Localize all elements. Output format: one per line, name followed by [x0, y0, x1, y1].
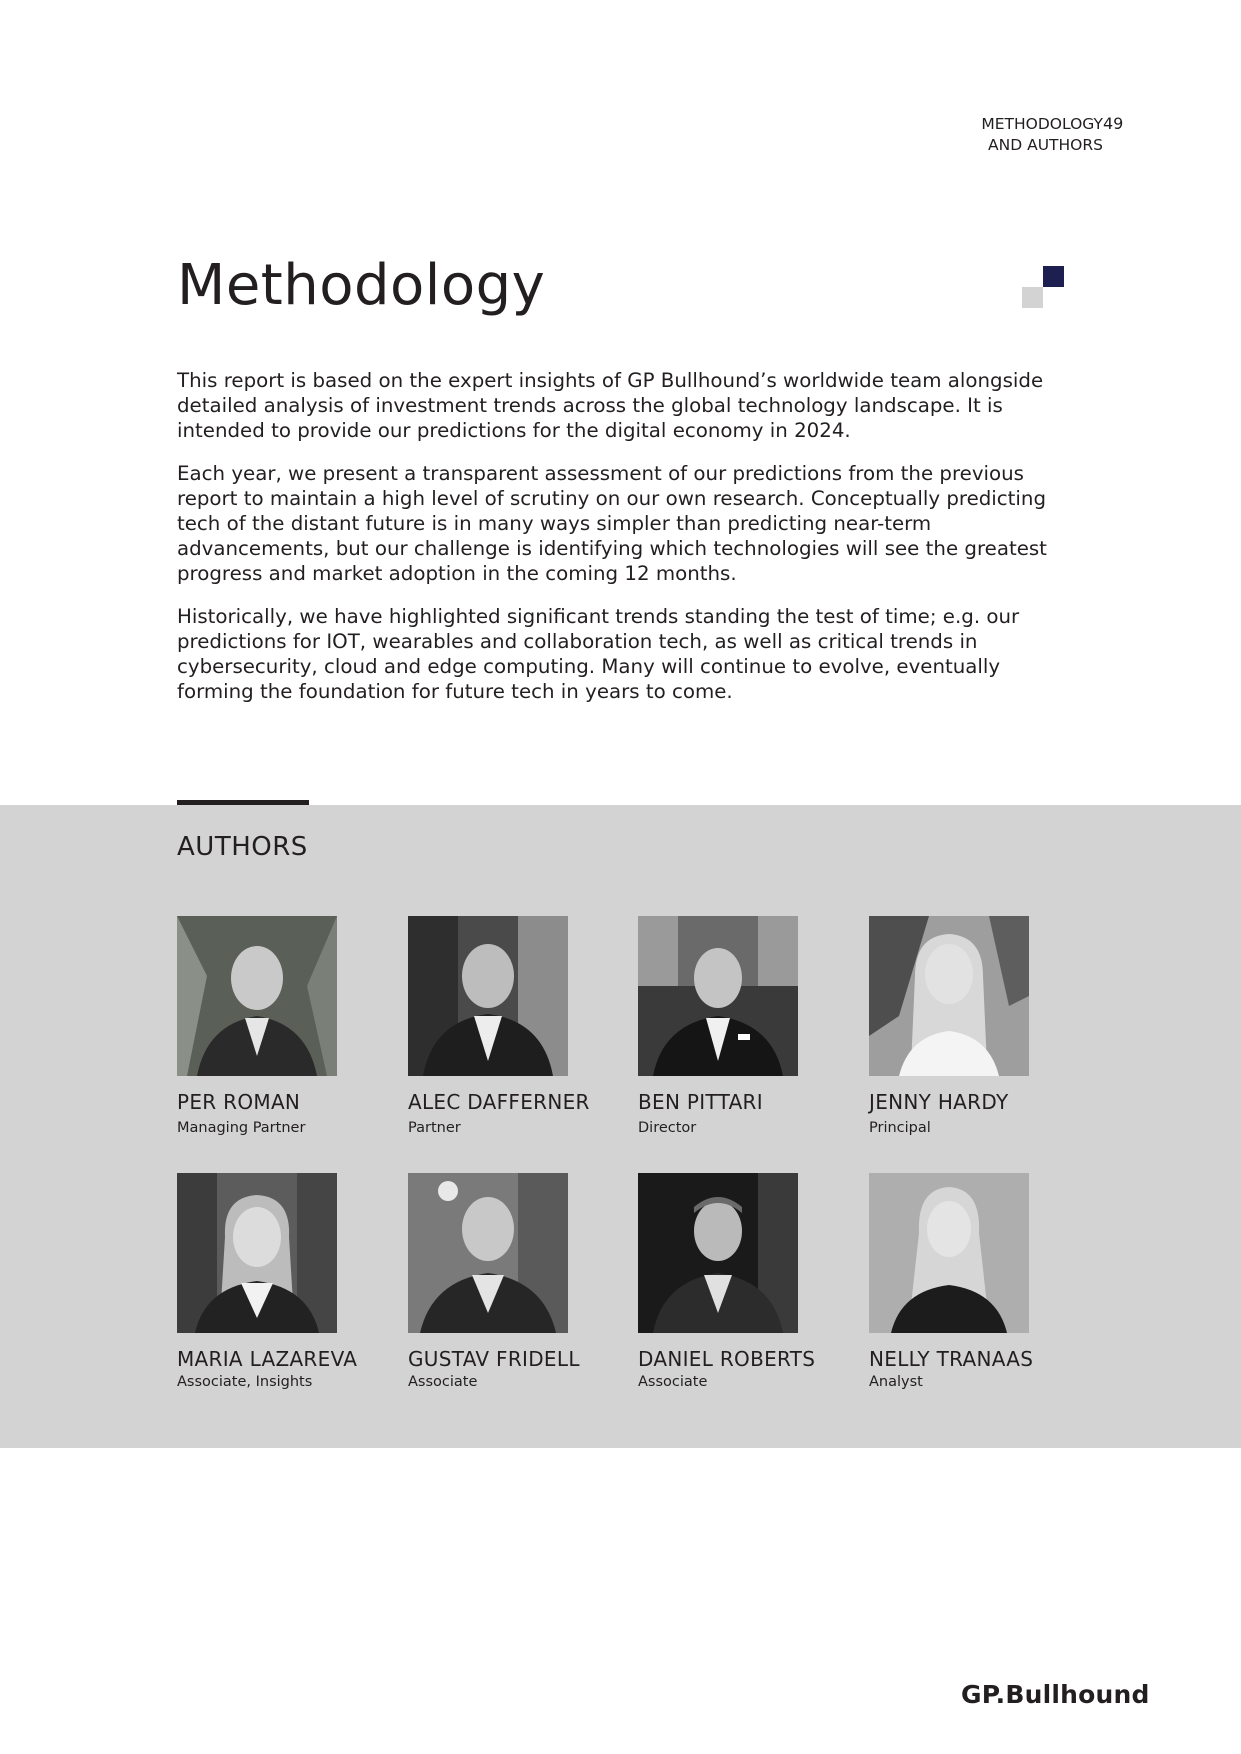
author-name: ALEC DAFFERNER	[408, 1090, 590, 1114]
author-role: Associate, Insights	[177, 1374, 313, 1390]
decorative-square-light	[1022, 287, 1043, 308]
portrait-icon	[177, 1173, 337, 1333]
author-card	[869, 916, 1099, 1136]
section-label-line2: AND AUTHORS	[988, 136, 1103, 154]
author-name: GUSTAV FRIDELL	[408, 1347, 580, 1371]
author-role: Principal	[869, 1120, 931, 1136]
author-name: DANIEL ROBERTS	[638, 1347, 816, 1371]
section-label-line1: METHODOLOGY	[981, 115, 1103, 133]
decorative-square-dark	[1043, 266, 1064, 287]
author-photo	[408, 1173, 568, 1333]
section-label	[981, 114, 1103, 156]
author-name: JENNY HARDY	[869, 1090, 1009, 1114]
page-title: Methodology	[177, 253, 546, 318]
paragraph: Each year, we present a transparent assessment of our predictions from the previous report to maintain a high level of scrutiny on our own research. Conceptually predicting tech of the distant future is in many ways simpler than predicting near-term advancements, but our challenge is identifying which technologies will see the greatest progress and market adoption in the coming 12 months.	[177, 462, 1047, 585]
author-photo	[638, 1173, 798, 1333]
author-photo	[869, 1173, 1029, 1333]
section-divider	[177, 800, 309, 805]
author-role: Associate	[408, 1374, 478, 1390]
author-role: Managing Partner	[177, 1120, 306, 1136]
author-name: BEN PITTARI	[638, 1090, 763, 1114]
author-name: NELLY TRANAAS	[869, 1347, 1034, 1371]
author-card	[869, 1173, 1099, 1390]
author-card	[638, 916, 868, 1136]
author-photo	[869, 916, 1029, 1076]
paragraph: This report is based on the expert insights of GP Bullhound’s worldwide team alongside detailed analysis of investment trends across the global technology landscape. It is intended to provide our predictions for the digital economy in 2024.	[177, 369, 1044, 442]
author-card	[177, 1173, 407, 1390]
portrait-icon	[408, 1173, 568, 1333]
author-name: PER ROMAN	[177, 1090, 301, 1114]
portrait-icon	[638, 916, 798, 1076]
author-role: Partner	[408, 1120, 461, 1136]
portrait-icon	[869, 1173, 1029, 1333]
paragraph: Historically, we have highlighted significant trends standing the test of time; e.g. our predictions for IOT, wearables and collaboration tech, as well as critical trends in cybersecurity, cloud and edge computing. Many will continue to evolve, eventually forming the foundation for future tech in years to come.	[177, 605, 1020, 703]
author-role: Analyst	[869, 1374, 923, 1390]
portrait-icon	[177, 916, 337, 1076]
author-photo	[408, 916, 568, 1076]
author-card	[177, 916, 407, 1136]
author-role: Associate	[638, 1374, 708, 1390]
portrait-icon	[408, 916, 568, 1076]
page-number: 49	[1103, 114, 1124, 133]
methodology-body	[177, 368, 1077, 722]
portrait-icon	[869, 916, 1029, 1076]
author-card	[638, 1173, 868, 1390]
portrait-icon	[638, 1173, 798, 1333]
author-card	[408, 916, 638, 1136]
author-role: Director	[638, 1120, 697, 1136]
author-photo	[177, 916, 337, 1076]
brand-logo: GP.Bullhound	[961, 1680, 1150, 1709]
author-name: MARIA LAZAREVA	[177, 1347, 358, 1371]
author-card	[408, 1173, 638, 1390]
author-photo	[638, 916, 798, 1076]
authors-heading: AUTHORS	[177, 832, 308, 862]
author-photo	[177, 1173, 337, 1333]
